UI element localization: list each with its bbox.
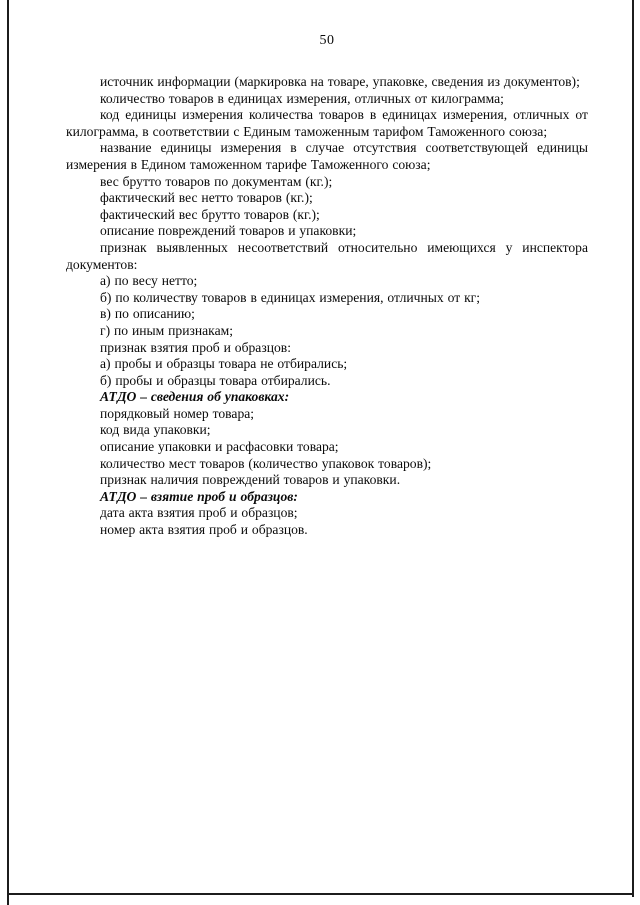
paragraph: описание упаковки и расфасовки товара; xyxy=(100,439,339,455)
paragraph: количество товаров в единицах измерения, отличных от килограмма; xyxy=(100,90,504,106)
page-number: 50 xyxy=(319,33,335,48)
paragraph: а) пробы и образцы товара не отбирались; xyxy=(100,356,348,372)
paragraph: фактический вес брутто товаров (кг.); xyxy=(100,206,320,222)
paragraph: источник информации (маркировка на товаре, упаковке, сведения из документов); xyxy=(100,74,580,89)
paragraph: номер акта взятия проб и образцов. xyxy=(100,522,308,538)
paragraph: признак взятия проб и образцов: xyxy=(100,339,291,355)
paragraph: код вида упаковки; xyxy=(100,422,211,438)
paragraph: признак выявленных несоответствий относительно имеющихся у инспектора документов: xyxy=(66,239,588,272)
scan-border-bottom xyxy=(7,893,634,895)
paragraph: б) пробы и образцы товара отбирались. xyxy=(100,372,331,388)
paragraph: г) по иным признакам; xyxy=(100,322,233,338)
paragraph: вес брутто товаров по документам (кг.); xyxy=(100,173,333,189)
section-heading: АТДО – взятие проб и образцов: xyxy=(100,488,298,504)
scan-border-left xyxy=(7,0,9,905)
paragraph: название единицы измерения в случае отсутствия соответствующей единицы измерения в Едином таможенном тарифе Таможенного союза; xyxy=(66,140,588,172)
paragraph: признак наличия повреждений товаров и упаковки. xyxy=(100,472,401,488)
paragraph: порядковый номер товара; xyxy=(100,405,255,421)
paragraph: описание повреждений товаров и упаковки; xyxy=(100,223,357,239)
paragraph: б) по количеству товаров в единицах измерения, отличных от кг; xyxy=(100,289,481,305)
paragraph: код единицы измерения количества товаров в единицах измерения, отличных от килограмма, в соответствии с Единым таможенным тарифом Таможенного союза; xyxy=(66,107,588,139)
scan-border-right xyxy=(632,0,634,897)
paragraph: в) по описанию; xyxy=(100,306,195,322)
paragraph: а) по весу нетто; xyxy=(100,273,198,289)
paragraph: количество мест товаров (количество упаковок товаров); xyxy=(100,455,432,471)
paragraph: дата акта взятия проб и образцов; xyxy=(100,505,298,521)
document-body xyxy=(66,74,588,539)
section-heading: АТДО – сведения об упаковках: xyxy=(100,389,290,405)
paragraph: фактический вес нетто товаров (кг.); xyxy=(100,190,313,206)
